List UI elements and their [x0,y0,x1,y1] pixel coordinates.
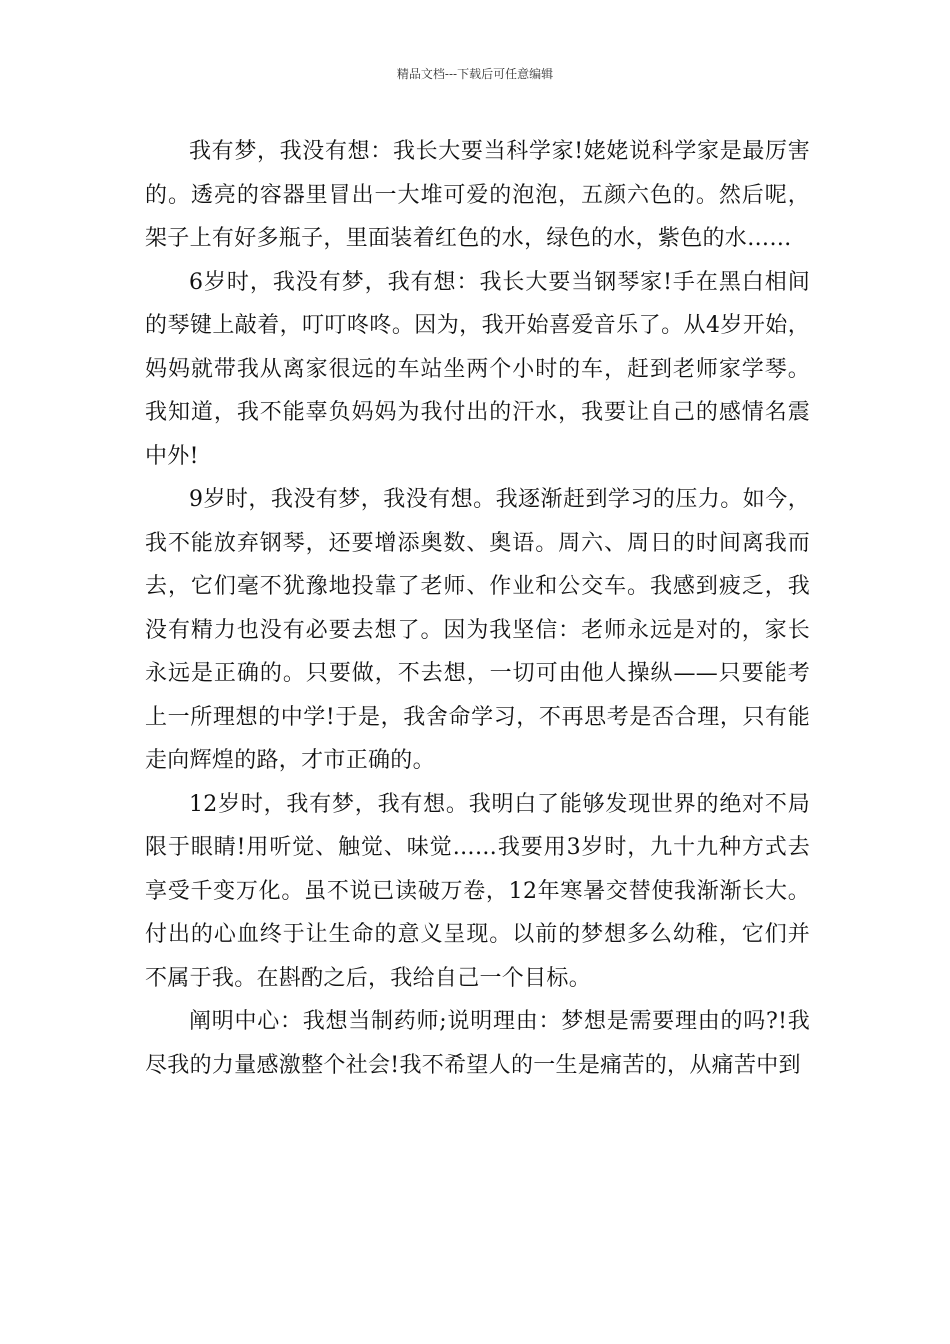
paragraph-2: 6岁时，我没有梦，我有想：我长大要当钢琴家!手在黑白相间的琴键上敲着，叮叮咚咚。因为，我开始喜爱音乐了。从4岁开始，妈妈就带我从离家很远的车站坐两个小时的车，赶到老师家学琴。我知道，我不能辜负妈妈为我付出的汗水，我要让自己的感情名震中外! [145,269,810,469]
paragraph-4: 12岁时，我有梦，我有想。我明白了能够发现世界的绝对不局限于眼睛!用听觉、触觉、味觉……我要用3岁时，九十九种方式去享受千变万化。虽不说已读破万卷，12年寒暑交替使我渐渐长大。付出的心血终于让生命的意义呈现。以前的梦想多么幼稚，它们并不属于我。在斟酌之后，我给自己一个目标。 [145,791,810,991]
document-body [145,130,810,1087]
paragraph-5: 阐明中心：我想当制药师;说明理由：梦想是需要理由的吗?!我尽我的力量感激整个社会!我不希望人的一生是痛苦的，从痛苦中到 [145,1009,810,1078]
page-header: 精品文档---下载后可任意编辑 [396,67,554,81]
paragraph-1: 我有梦，我没有想：我长大要当科学家!姥姥说科学家是最厉害的。透亮的容器里冒出一大堆可爱的泡泡，五颜六色的。然后呢，架子上有好多瓶子，里面装着红色的水，绿色的水，紫色的水…… [145,139,810,251]
paragraph-3: 9岁时，我没有梦，我没有想。我逐渐赶到学习的压力。如今，我不能放弃钢琴，还要增添奥数、奥语。周六、周日的时间离我而去，它们毫不犹豫地投靠了老师、作业和公交车。我感到疲乏，我没有精力也没有必要去想了。因为我坚信：老师永远是对的，家长永远是正确的。只要做，不去想，一切可由他人操纵——只要能考上一所理想的中学!于是，我舍命学习，不再思考是否合理，只有能走向辉煌的路，才市正确的。 [145,487,810,773]
